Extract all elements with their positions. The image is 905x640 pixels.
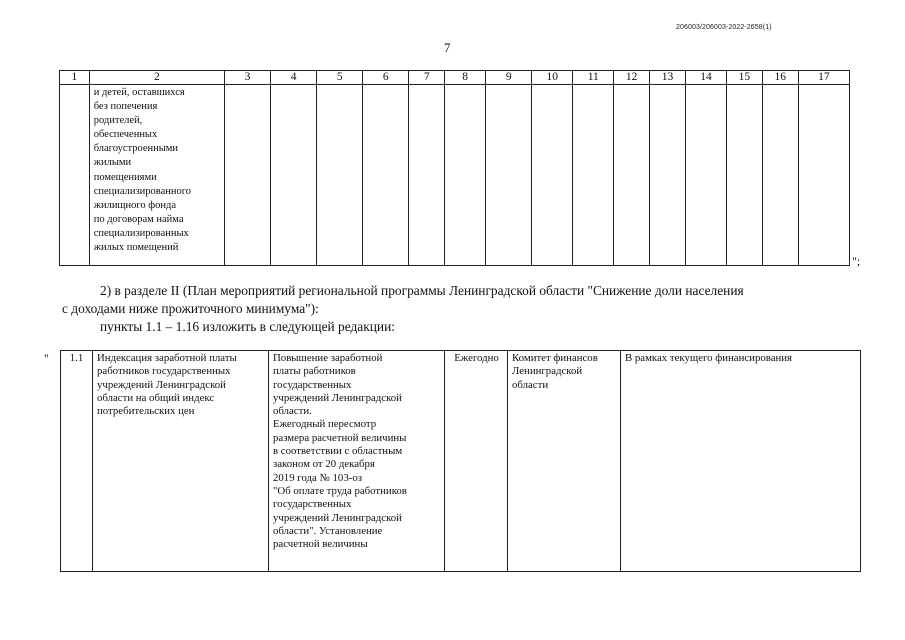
table-row (60, 85, 850, 266)
cell-text-line: жилищного фонда (93, 199, 176, 211)
cell-text-line: Повышение заработной (273, 352, 383, 364)
cell-text-line: обеспеченных (93, 129, 158, 141)
cell-text-line: потребительских цен (97, 405, 195, 418)
column-number-cell: 9 (486, 71, 532, 85)
opening-quote-mark: " (44, 351, 49, 365)
paragraph-line-2: с доходами ниже прожиточного минимума"): (62, 301, 319, 316)
frequency-cell: Ежегодно (445, 351, 508, 572)
cell-text-line: жилых помещений (93, 242, 179, 254)
column-number-cell: 12 (614, 71, 650, 85)
empty-cell (614, 85, 650, 266)
empty-cell (685, 85, 726, 266)
empty-cell (409, 85, 445, 266)
empty-cell (363, 85, 409, 266)
column-number-cell: 11 (573, 71, 614, 85)
column-number-cell: 1 (60, 71, 90, 85)
column-number-cell: 15 (726, 71, 762, 85)
result-cell (269, 351, 445, 572)
cell-text-line: Ленинградской (512, 365, 583, 378)
category-cell (89, 85, 224, 266)
column-number-cell: 4 (271, 71, 317, 85)
cell-text-line: законом от 20 декабря (273, 458, 375, 471)
column-number-cell: 13 (650, 71, 686, 85)
column-number-cell: 14 (685, 71, 726, 85)
cell-text-line: по договорам найма (93, 213, 184, 225)
empty-cell (224, 85, 270, 266)
executor-cell (508, 351, 621, 572)
cell-text-line: области. (273, 405, 312, 418)
column-number-cell: 17 (798, 71, 849, 85)
cell-text-line: помещениями (93, 171, 157, 183)
activity-cell (93, 351, 269, 572)
cell-text-line: размера расчетной величины (273, 431, 407, 444)
empty-cell (445, 85, 486, 266)
cell-text-line: и детей, оставшихся (93, 87, 185, 98)
empty-cell (726, 85, 762, 266)
paragraph-line-1: 2) в разделе II (План мероприятий региональной программы Ленинградской области "Снижение доли населения (100, 283, 744, 298)
empty-cell (762, 85, 798, 266)
closing-quote-mark: "; (852, 254, 861, 268)
page-number: 7 (444, 40, 451, 55)
cell-text-line: специализированных (93, 227, 189, 239)
column-number-cell: 8 (445, 71, 486, 85)
empty-cell (798, 85, 849, 266)
cell-text-line: благоустроенными (93, 143, 179, 155)
table-row (61, 351, 861, 572)
cell-text-line: в соответствии с областным (273, 445, 403, 458)
empty-cell (486, 85, 532, 266)
program-measures-table (60, 350, 861, 572)
empty-cell (650, 85, 686, 266)
paragraph-line-3: пункты 1.1 – 1.16 изложить в следующей редакции: (100, 319, 395, 334)
cell-text-line: специализированного (93, 185, 192, 197)
cell-text-line: учреждений Ленинградской (97, 378, 226, 391)
cell-text-line: без попечения (93, 101, 158, 113)
cell-text-line: области на общий индекс (97, 391, 215, 404)
column-number-cell: 5 (317, 71, 363, 85)
document-number: 206003/206003-2022-2658(1) (676, 24, 772, 31)
cell-text-line: жилыми (93, 157, 132, 169)
item-number: 1.1 (61, 351, 93, 572)
column-number-cell: 2 (89, 71, 224, 85)
cell-text-line: Комитет финансов (512, 352, 598, 364)
empty-cell (60, 85, 90, 266)
column-number-cell: 16 (762, 71, 798, 85)
cell-text-line: области". Установление (273, 524, 383, 537)
cell-text-line: учреждений Ленинградской (273, 391, 402, 404)
empty-cell (573, 85, 614, 266)
cell-text-line: государственных (273, 498, 352, 511)
cell-text-line: Ежегодный пересмотр (273, 418, 377, 431)
empty-cell (317, 85, 363, 266)
column-number-cell: 10 (532, 71, 573, 85)
cell-text-line: государственных (273, 378, 352, 391)
financing-cell: В рамках текущего финансирования (621, 351, 861, 572)
column-number-row (60, 71, 850, 85)
cell-text-line: 2019 года № 103-оз (273, 471, 362, 484)
column-number-cell: 3 (224, 71, 270, 85)
cell-text-line: учреждений Ленинградской (273, 511, 402, 524)
cell-text-line: Индексация заработной платы (97, 352, 237, 364)
empty-cell (532, 85, 573, 266)
cell-text-line: области (512, 378, 549, 391)
column-number-cell: 6 (363, 71, 409, 85)
cell-text-line: расчетной величины (273, 538, 368, 551)
cell-text-line: платы работников (273, 365, 356, 378)
cell-text-line: родителей, (93, 115, 143, 127)
continued-table (59, 70, 850, 266)
cell-text-line: "Об оплате труда работников (273, 484, 407, 497)
empty-cell (271, 85, 317, 266)
column-number-cell: 7 (409, 71, 445, 85)
cell-text-line: работников государственных (97, 365, 231, 378)
